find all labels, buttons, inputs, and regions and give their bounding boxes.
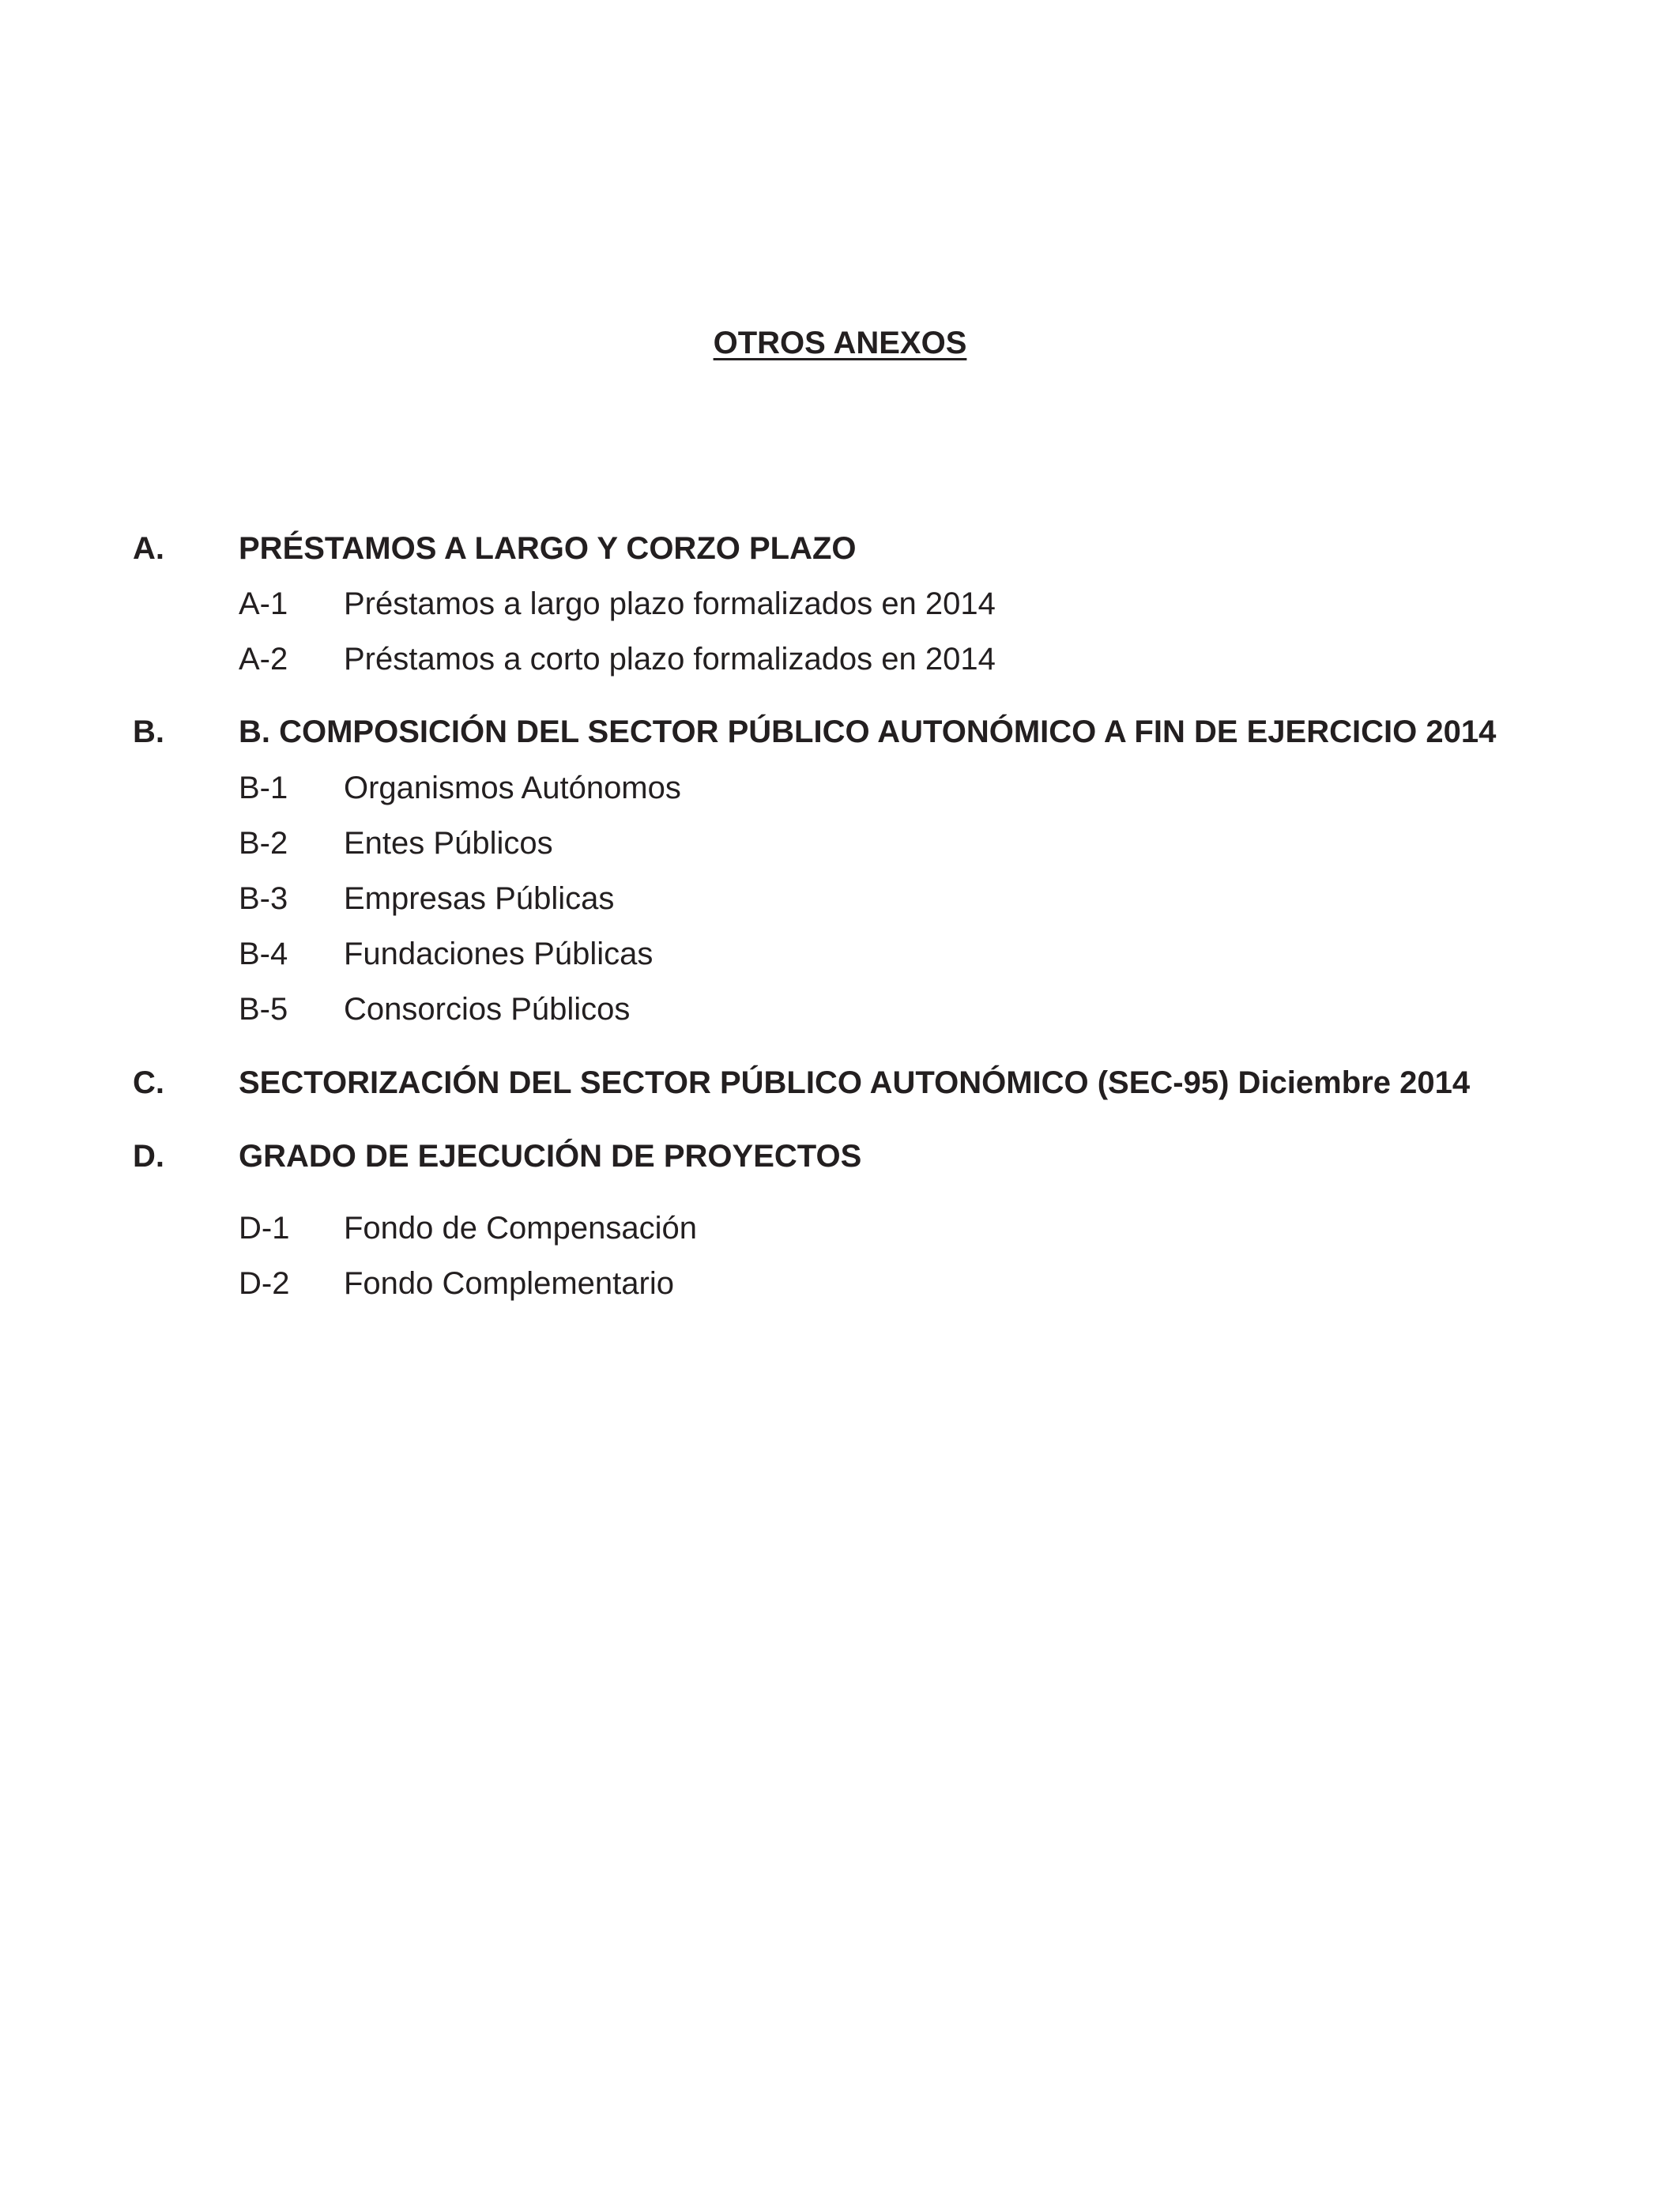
item-code: B-1 (239, 771, 288, 805)
item-text: Fundaciones Públicas (344, 937, 654, 971)
page-title (0, 324, 1680, 362)
item-text: Empresas Públicas (344, 881, 615, 916)
item-code: B-3 (239, 881, 288, 916)
item-code: A-1 (239, 586, 288, 621)
item-code: A-2 (239, 642, 288, 677)
item-text: Fondo Complementario (344, 1266, 674, 1301)
item-code: D-2 (239, 1266, 290, 1301)
page-title-text: OTROS ANEXOS (713, 326, 967, 360)
section-letter: C. (133, 1065, 164, 1100)
section-letter: B. (133, 714, 164, 749)
item-code: B-2 (239, 826, 288, 861)
item-text: Organismos Autónomos (344, 771, 681, 805)
section-title: GRADO DE EJECUCIÓN DE PROYECTOS (239, 1139, 862, 1174)
section-letter: A. (133, 531, 164, 566)
item-text: Consorcios Públicos (344, 992, 631, 1027)
section-letter: D. (133, 1139, 164, 1174)
item-text: Entes Públicos (344, 826, 553, 861)
item-text: Préstamos a corto plazo formalizados en 2014 (344, 642, 996, 677)
section-title: PRÉSTAMOS A LARGO Y CORZO PLAZO (239, 531, 857, 566)
section-title: B. COMPOSICIÓN DEL SECTOR PÚBLICO AUTONÓMICO A FIN DE EJERCICIO 2014 (239, 714, 1497, 749)
section-title: SECTORIZACIÓN DEL SECTOR PÚBLICO AUTONÓMICO (SEC-95) Diciembre 2014 (239, 1065, 1471, 1100)
item-code: B-5 (239, 992, 288, 1027)
item-text: Fondo de Compensación (344, 1211, 697, 1246)
item-text: Préstamos a largo plazo formalizados en 2014 (344, 586, 996, 621)
item-code: B-4 (239, 937, 288, 971)
item-code: D-1 (239, 1211, 290, 1246)
